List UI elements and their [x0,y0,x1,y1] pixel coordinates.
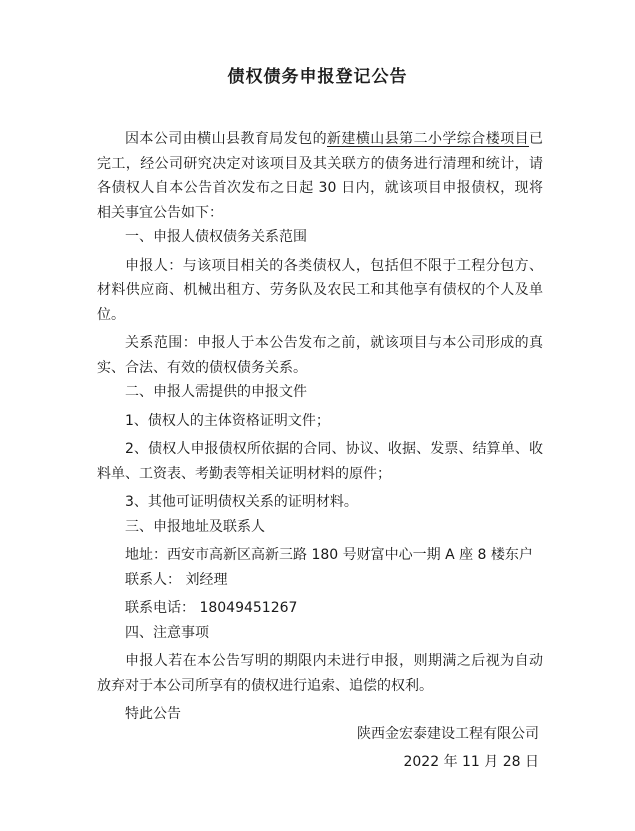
phone-line: 联系电话： 18049451267 [125,600,298,616]
relation-scope-paragraph: 关系范围：申报人于本公告发布之前，就该项目与本公司形成的真实、合法、有效的债权债务关系。 [97,335,543,376]
notice-paragraph: 申报人若在本公告写明的期限内未进行申报，则期满之后视为自动放弃对于本公司所享有的债权进行追索、追偿的权利。 [97,653,543,694]
announcement-body [97,127,543,727]
issue-date: 2022 年 11 月 28 日 [403,754,539,770]
closing-line: 特此公告 [125,706,181,722]
project-name: 新建横山县第二小学综合楼项目 [327,131,529,147]
document-item-1: 1、债权人的主体资格证明文件； [125,412,330,429]
section-4-heading: 四、注意事项 [125,624,209,641]
intro-paragraph [97,127,543,225]
signature-block [357,720,539,776]
company-name: 陕西金宏泰建设工程有限公司 [357,726,539,742]
page-title: 债权债务申报登记公告 [227,67,408,87]
document-item-3: 3、其他可证明债权关系的证明材料。 [125,494,358,510]
document-item-2: 2、债权人申报债权所依据的合同、协议、收据、发票、结算单、收料单、工资表、考勤表等相关证明材料的原件； [97,441,543,482]
intro-text-2: 已完工，经公司研究决定对该项目及其关联方的债务进行清理和统计，请各债权人自本公告首次发布之日起 30 日内，就该项目申报债权，现将相关事宜公告如下： [97,131,543,221]
section-2-heading: 二、申报人需提供的申报文件 [125,384,307,400]
applicant-paragraph: 申报人：与该项目相关的各类债权人，包括但不限于工程分包方、材料供应商、机械出租方、劳务队及农民工和其他享有债权的个人及单位。 [97,257,543,323]
address-line: 地址：西安市高新区高新三路 180 号财富中心一期 A 座 8 楼东户 [125,547,533,563]
contact-line: 联系人： 刘经理 [125,571,228,588]
section-3-heading: 三、申报地址及联系人 [125,518,265,535]
intro-text-1: 因本公司由横山县教育局发包的 [125,131,327,147]
section-1-heading: 一、申报人债权债务关系范围 [125,229,307,245]
